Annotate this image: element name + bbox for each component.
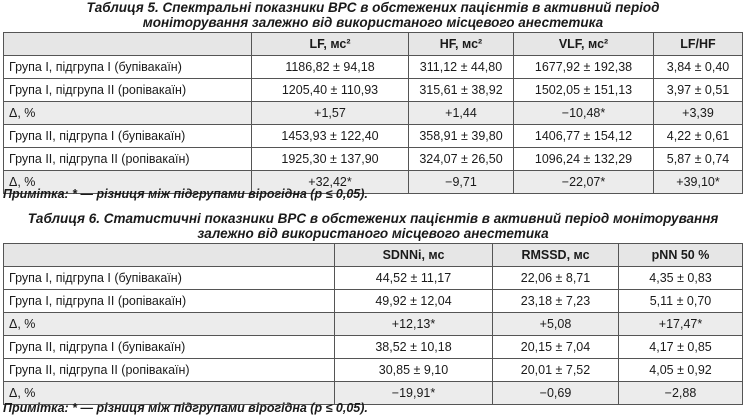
table5-note: Примітка: * — різниця між підгрупами вірогідна (p ≤ 0,05).: [3, 187, 368, 201]
table-cell: +3,39: [654, 102, 743, 125]
table-cell: 4,05 ± 0,92: [619, 359, 743, 382]
table-cell: 4,22 ± 0,61: [654, 125, 743, 148]
table-cell: −22,07*: [514, 171, 654, 194]
row-label: Група I, підгрупа II (ропівакаїн): [4, 79, 252, 102]
row-label: Група II, підгрупа II (ропівакаїн): [4, 359, 335, 382]
table-row: [4, 267, 743, 290]
table6-header-sdnni: SDNNi, мс: [335, 244, 493, 267]
table-cell: −0,69: [493, 382, 619, 405]
table-row: [4, 336, 743, 359]
table-cell: 44,52 ± 11,17: [335, 267, 493, 290]
table-row: [4, 290, 743, 313]
table-row: [4, 56, 743, 79]
table-cell: 5,11 ± 0,70: [619, 290, 743, 313]
table6-header-pnn50: pNN 50 %: [619, 244, 743, 267]
table-cell: 1677,92 ± 192,38: [514, 56, 654, 79]
table6-caption: [0, 211, 746, 241]
table-cell: 20,15 ± 7,04: [493, 336, 619, 359]
table6-header-corner: [4, 244, 335, 267]
table-cell: +1,44: [409, 102, 514, 125]
table5-caption: [0, 0, 746, 30]
table-cell: 30,85 ± 9,10: [335, 359, 493, 382]
table-row: [4, 125, 743, 148]
table-cell: 38,52 ± 10,18: [335, 336, 493, 359]
table6-caption-line1: Таблиця 6. Статистичні показники ВРС в обстежених пацієнтів в активний період моніторування: [27, 211, 719, 226]
row-label: Δ, %: [4, 102, 252, 125]
table-cell: 1186,82 ± 94,18: [252, 56, 409, 79]
table5: [3, 32, 743, 194]
table-cell: −2,88: [619, 382, 743, 405]
table5-header-vlf: VLF, мс²: [514, 33, 654, 56]
row-label: Група II, підгрупа II (ропівакаїн): [4, 148, 252, 171]
table-cell: 311,12 ± 44,80: [409, 56, 514, 79]
table-cell: 315,61 ± 38,92: [409, 79, 514, 102]
table-cell: +5,08: [493, 313, 619, 336]
row-label: Група II, підгрупа I (бупівакаїн): [4, 336, 335, 359]
row-label: Група I, підгрупа II (ропівакаїн): [4, 290, 335, 313]
row-label: Група I, підгрупа I (бупівакаїн): [4, 56, 252, 79]
table6: [3, 243, 743, 405]
table-cell: 1925,30 ± 137,90: [252, 148, 409, 171]
table-cell: 1096,24 ± 132,29: [514, 148, 654, 171]
row-label: Група I, підгрупа I (бупівакаїн): [4, 267, 335, 290]
row-label: Δ, %: [4, 313, 335, 336]
table-cell: −10,48*: [514, 102, 654, 125]
table-cell: 358,91 ± 39,80: [409, 125, 514, 148]
table5-header-hf: HF, мс²: [409, 33, 514, 56]
delta-row: [4, 102, 743, 125]
table-cell: 1453,93 ± 122,40: [252, 125, 409, 148]
table-cell: 4,17 ± 0,85: [619, 336, 743, 359]
table-cell: 4,35 ± 0,83: [619, 267, 743, 290]
table-cell: 22,06 ± 8,71: [493, 267, 619, 290]
table-row: [4, 79, 743, 102]
table-row: [4, 148, 743, 171]
table6-header-row: [4, 244, 743, 267]
table-cell: −19,91*: [335, 382, 493, 405]
table5-caption-line1: Таблиця 5. Спектральні показники ВРС в обстежених пацієнтів в активний період: [86, 0, 660, 15]
table6-caption-line2: залежно від використаного місцевого анестетика: [197, 226, 549, 241]
table-cell: 3,97 ± 0,51: [654, 79, 743, 102]
table5-caption-line2: моніторування залежно від використаного місцевого анестетика: [142, 15, 604, 30]
table-cell: 3,84 ± 0,40: [654, 56, 743, 79]
table-cell: +32,42*: [252, 171, 409, 194]
table-cell: +1,57: [252, 102, 409, 125]
table-cell: −9,71: [409, 171, 514, 194]
table-cell: +39,10*: [654, 171, 743, 194]
table5-header-corner: [4, 33, 252, 56]
table-cell: +12,13*: [335, 313, 493, 336]
row-label: Δ, %: [4, 382, 335, 405]
table-cell: 324,07 ± 26,50: [409, 148, 514, 171]
table-cell: 1502,05 ± 151,13: [514, 79, 654, 102]
table5-header-lfhf: LF/HF: [654, 33, 743, 56]
row-label: Δ, %: [4, 171, 252, 194]
table5-header-lf: LF, мс²: [252, 33, 409, 56]
table6-note: Примітка: * — різниця між підгрупами вірогідна (p ≤ 0,05).: [3, 401, 368, 415]
table-cell: 1205,40 ± 110,93: [252, 79, 409, 102]
table5-header-row: [4, 33, 743, 56]
table-cell: 5,87 ± 0,74: [654, 148, 743, 171]
delta-row: [4, 313, 743, 336]
table-cell: 1406,77 ± 154,12: [514, 125, 654, 148]
table-cell: 49,92 ± 12,04: [335, 290, 493, 313]
table6-header-rmssd: RMSSD, мс: [493, 244, 619, 267]
table-cell: +17,47*: [619, 313, 743, 336]
table-cell: 23,18 ± 7,23: [493, 290, 619, 313]
row-label: Група II, підгрупа I (бупівакаїн): [4, 125, 252, 148]
table-row: [4, 359, 743, 382]
table-cell: 20,01 ± 7,52: [493, 359, 619, 382]
